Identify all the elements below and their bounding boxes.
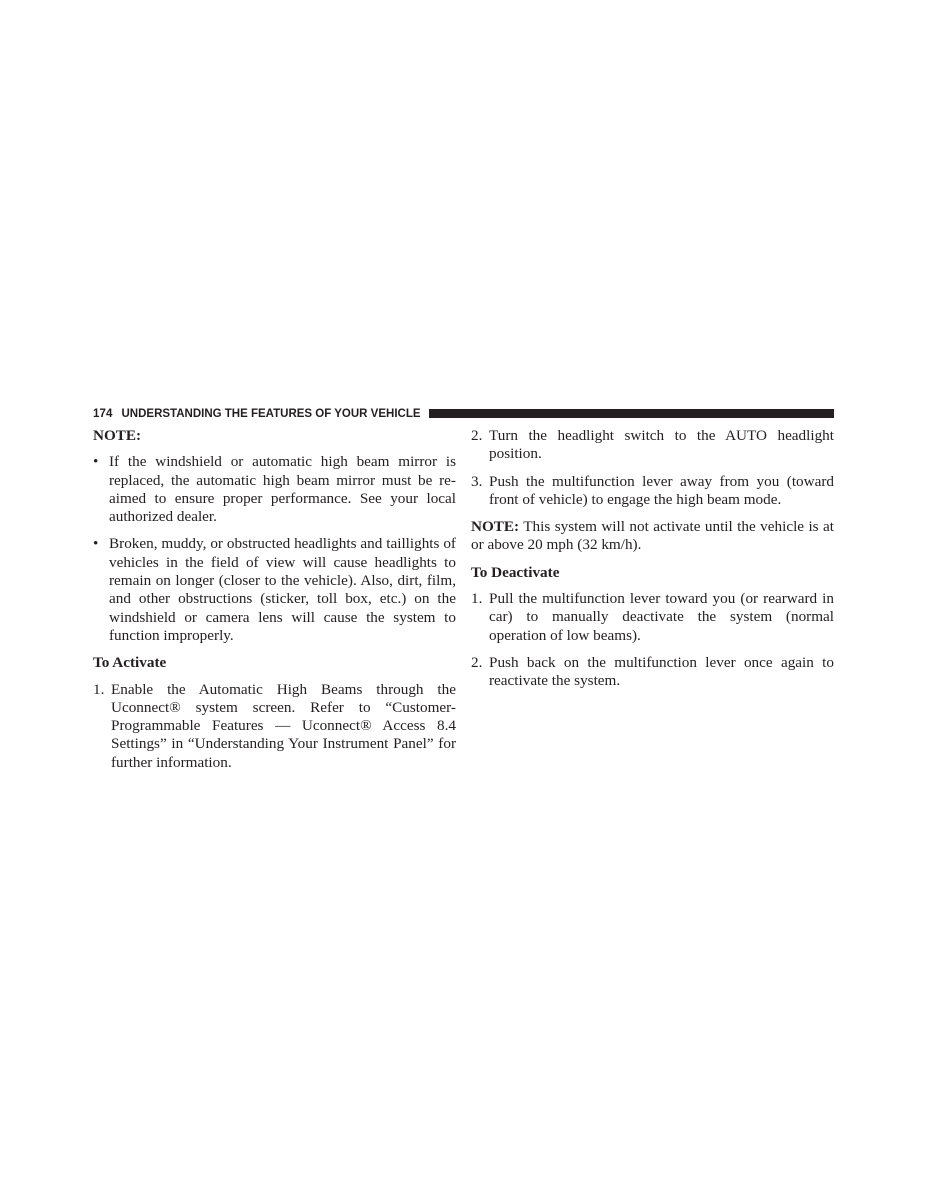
step-text: Pull the multifunction lever toward you (or rearward in car) to manually deactivate the system (normal operation of low beams). — [489, 590, 834, 644]
deactivate-heading: To Deactivate — [471, 563, 560, 581]
activate-step — [93, 681, 456, 772]
bullet-text: Broken, muddy, or obstructed headlights and taillights of vehicles in the field of view will cause headlights to remain on longer (closer to the vehicle). Also, dirt, film, and other obstructions (sticker, toll box, etc.) on the windshield or camera lens will cause the system to function improperly. — [109, 535, 456, 644]
step-number: 2. — [471, 427, 483, 444]
bullet-text: If the windshield or automatic high beam mirror is replaced, the automatic high beam mirror must be re-aimed to ensure proper performance. See your local authorized dealer. — [109, 453, 456, 526]
deactivate-step — [471, 654, 834, 691]
step-text: Turn the headlight switch to the AUTO headlight position. — [489, 427, 834, 463]
page-number: 174 — [93, 407, 113, 420]
activate-step — [471, 473, 834, 510]
step-text: Push the multifunction lever away from you (toward front of vehicle) to engage the high beam mode. — [489, 472, 834, 508]
right-column — [471, 427, 834, 691]
bullet-marker: • — [93, 535, 99, 553]
deactivate-step — [471, 590, 834, 645]
step-text: Enable the Automatic High Beams through the Uconnect® system screen. Refer to “Customer-Programmable Features — Uconnect® Access 8.4 Settings” in “Understanding Your Instrument Panel” for further information. — [111, 680, 456, 771]
step-text: Push back on the multifunction lever once again to reactivate the system. — [489, 653, 834, 690]
note-text: This system will not activate until the vehicle is at or above 20 mph (32 km/h). — [471, 518, 834, 554]
header-rule — [429, 409, 834, 418]
step-number: 3. — [471, 472, 483, 490]
note-bullet-item — [93, 453, 456, 526]
activate-heading: To Activate — [93, 654, 167, 672]
note-paragraph — [471, 518, 834, 555]
step-number: 1. — [471, 590, 483, 608]
note-label: NOTE: — [471, 518, 520, 536]
left-column — [93, 427, 456, 772]
step-number: 1. — [93, 680, 105, 698]
note-bullet-item — [93, 535, 456, 645]
note-heading: NOTE: — [93, 427, 142, 444]
section-title: UNDERSTANDING THE FEATURES OF YOUR VEHICLE — [121, 407, 421, 420]
step-number: 2. — [471, 653, 483, 671]
bullet-marker: • — [93, 453, 99, 471]
activate-step — [471, 427, 834, 464]
page-header — [93, 406, 834, 421]
